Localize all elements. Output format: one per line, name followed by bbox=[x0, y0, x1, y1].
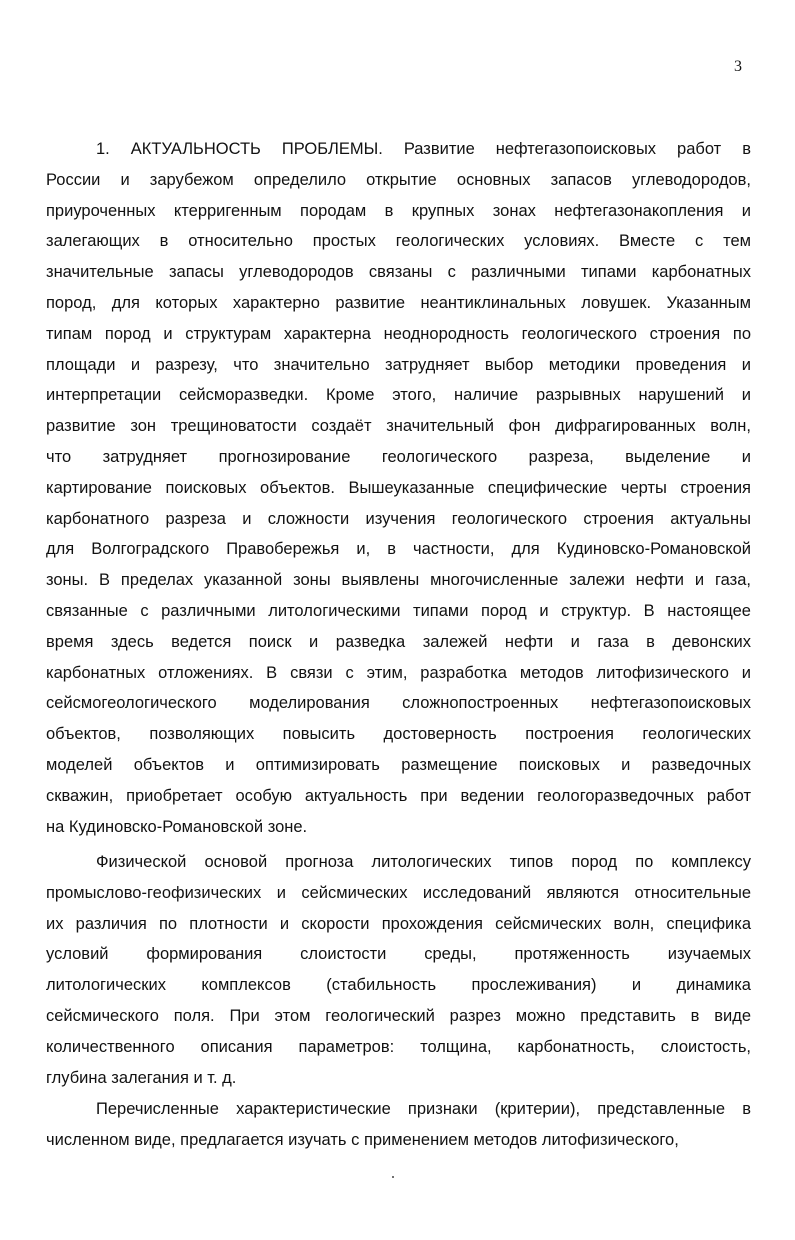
line-text: объектов, позволяющих повысить достоверность построения геологических bbox=[46, 725, 751, 744]
text-line bbox=[46, 750, 751, 781]
line-text: интерпретации сейсморазведки. Кроме этого, наличие разрывных нарушений и bbox=[46, 386, 751, 405]
line-text: карбонатного разреза и сложности изучения геологического строения актуальны bbox=[46, 509, 751, 528]
line-text: картирование поисковых объектов. Вышеуказанные специфические черты строения bbox=[46, 478, 751, 497]
line-text: сейсмического поля. При этом геологический разрез можно представить в виде bbox=[46, 1006, 751, 1025]
line-text: что затрудняет прогнозирование геологического разреза, выделение и bbox=[46, 447, 751, 466]
line-text: сейсмогеологического моделирования сложнопостроенных нефтегазопоисковых bbox=[46, 694, 751, 713]
paragraph-physical-basis bbox=[46, 847, 751, 1093]
text-line bbox=[46, 688, 751, 719]
line-text: связанные с различными литологическими типами пород и структур. В настоящее bbox=[46, 601, 751, 620]
text-line bbox=[46, 596, 751, 627]
text-line bbox=[46, 719, 751, 750]
line-text: Физической основой прогноза литологических типов пород по комплексу bbox=[96, 853, 751, 871]
text-line bbox=[46, 319, 751, 350]
text-line bbox=[46, 781, 751, 812]
text-line bbox=[46, 473, 751, 504]
text-line bbox=[46, 134, 751, 165]
line-text: залегающих в относительно простых геологических условиях. Вместе с тем bbox=[46, 232, 751, 251]
text-line bbox=[46, 1125, 751, 1156]
line-text: их различия по плотности и скорости прохождения сейсмических волн, специфика bbox=[46, 914, 751, 933]
text-line bbox=[46, 442, 751, 473]
line-text: площади и разрезу, что значительно затрудняет выбор методики проведения и bbox=[46, 355, 751, 374]
line-text: условий формирования слоистости среды, протяженность изучаемых bbox=[46, 945, 751, 964]
text-line bbox=[46, 504, 751, 535]
text-line bbox=[46, 1063, 751, 1094]
text-line bbox=[46, 411, 751, 442]
text-line bbox=[46, 970, 751, 1001]
text-line bbox=[46, 878, 751, 909]
line-text: численном виде, предлагается изучать с применением методов литофизического, bbox=[46, 1130, 679, 1149]
line-text: время здесь ведется поиск и разведка залежей нефти и газа в девонских bbox=[46, 632, 751, 651]
text-line bbox=[46, 196, 751, 227]
line-text: зоны. В пределах указанной зоны выявлены многочисленные залежи нефти и газа, bbox=[46, 571, 751, 590]
text-line bbox=[46, 627, 751, 658]
line-text: карбонатных отложениях. В связи с этим, разработка методов литофизического и bbox=[46, 663, 751, 682]
stray-mark bbox=[392, 1176, 394, 1178]
line-text: значительные запасы углеводородов связаны с различными типами карбонатных bbox=[46, 263, 751, 282]
line-text: скважин, приобретает особую актуальность при ведении геологоразведочных работ bbox=[46, 786, 751, 805]
page-number: 3 bbox=[734, 58, 742, 75]
text-line bbox=[46, 350, 751, 381]
line-text: на Кудиновско-Романовской зоне. bbox=[46, 817, 308, 836]
line-text: промыслово-геофизических и сейсмических исследований являются относительные bbox=[46, 883, 751, 902]
text-line bbox=[46, 226, 751, 257]
line-text: развитие зон трещиноватости создаёт значительный фон дифрагированных волн, bbox=[46, 417, 751, 436]
text-line bbox=[46, 380, 751, 411]
line-text: глубина залегания и т. д. bbox=[46, 1068, 237, 1087]
line-text: пород, для которых характерно развитие неантиклинальных ловушек. Указанным bbox=[46, 293, 751, 312]
text-line bbox=[46, 1001, 751, 1032]
text-line bbox=[46, 909, 751, 940]
line-text: литологических комплексов (стабильность прослеживания) и динамика bbox=[46, 976, 751, 995]
text-line bbox=[46, 939, 751, 970]
text-line bbox=[46, 847, 751, 878]
line-text: для Волгоградского Правобережья и, в частности, для Кудиновско-Романовской bbox=[46, 540, 751, 559]
line-text: 1. АКТУАЛЬНОСТЬ ПРОБЛЕМЫ. Развитие нефтегазопоисковых работ в bbox=[96, 140, 751, 158]
text-line bbox=[46, 565, 751, 596]
line-text: моделей объектов и оптимизировать размещение поисковых и разведочных bbox=[46, 755, 751, 774]
text-line bbox=[46, 165, 751, 196]
line-text: приуроченных ктерригенным породам в крупных зонах нефтегазонакопления и bbox=[46, 201, 751, 220]
text-line bbox=[46, 288, 751, 319]
line-text: России и зарубежом определило открытие основных запасов углеводородов, bbox=[46, 170, 751, 189]
paragraph-criteria bbox=[46, 1094, 751, 1156]
text-line bbox=[46, 812, 751, 843]
text-line bbox=[46, 257, 751, 288]
text-line bbox=[46, 658, 751, 689]
text-line bbox=[46, 534, 751, 565]
line-text: типам пород и структурам характерна неоднородность геологического строения по bbox=[46, 324, 751, 343]
text-line bbox=[46, 1094, 751, 1125]
paragraph-relevance bbox=[46, 134, 751, 842]
text-line bbox=[46, 1032, 751, 1063]
line-text: количественного описания параметров: толщина, карбонатность, слоистость, bbox=[46, 1037, 751, 1056]
line-text: Перечисленные характеристические признаки (критерии), представленные в bbox=[96, 1100, 751, 1118]
